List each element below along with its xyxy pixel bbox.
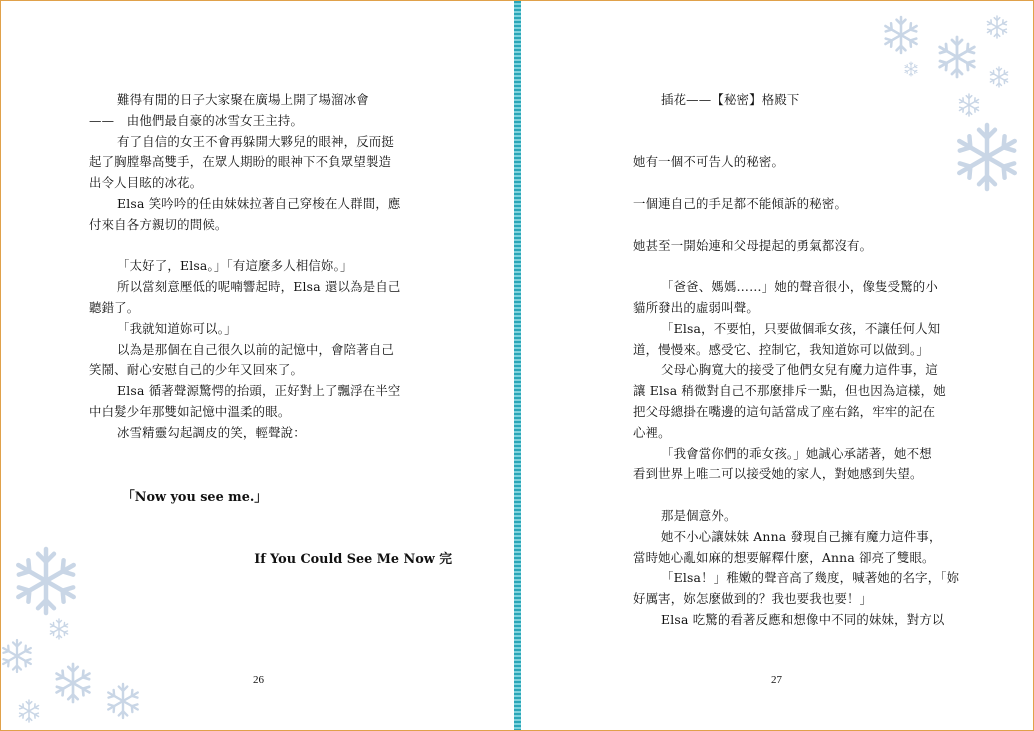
- text-line: 「Elsa，不要怕，只要做個乖女孩，不讓任何人知: [661, 320, 941, 336]
- text-line: 冰雪精靈勾起調皮的笑，輕聲說：: [117, 424, 306, 440]
- text-line: 出令人目眩的冰花。: [89, 175, 203, 191]
- right-page: [521, 1, 1033, 730]
- blank-line: [633, 485, 963, 506]
- left-page-body: [89, 90, 425, 444]
- text-line: —— 由他們最自豪的冰雪女王主持。: [89, 112, 304, 128]
- text-line: 笑鬧、耐心安慰自己的少年又回來了。: [89, 362, 304, 378]
- text-line: 「Elsa！」稚嫩的聲音高了幾度，喊著她的名字，「妳: [661, 570, 960, 586]
- text-line: 那是個意外。: [661, 507, 737, 523]
- page-number-left: 26: [253, 674, 264, 686]
- text-line: 當時她心亂如麻的想要解釋什麼，Anna 卻亮了雙眼。: [633, 549, 935, 565]
- blank-line: [89, 236, 425, 257]
- blank-line: [633, 256, 963, 277]
- text-line: 「我會當你們的乖女孩。」她誠心承諾著，她不想: [661, 445, 932, 461]
- text-line: 道，慢慢來。感受它、控制它，我知道妳可以做到。」: [633, 341, 929, 357]
- text-line: 有了自信的女王不會再躲開大夥兒的眼神，反而挺: [117, 133, 394, 149]
- text-line: Elsa 笑吟吟的任由妹妹拉著自己穿梭在人群間，應: [117, 195, 401, 211]
- text-line: 「爸爸、媽媽……」她的聲音很小，像隻受驚的小: [661, 279, 938, 295]
- blank-line: [633, 173, 963, 194]
- text-line: 一個連自己的手足都不能傾訴的秘密。: [633, 195, 848, 211]
- text-line: 貓所發出的虛弱叫聲。: [633, 299, 759, 315]
- chapter-title: 插花——【秘密】格殿下: [661, 92, 800, 107]
- text-line: 難得有閒的日子大家聚在廣場上開了場溜冰會: [117, 92, 369, 107]
- text-line: 中白髮少年那雙如記憶中溫柔的眼。: [89, 403, 291, 419]
- text-line: Elsa 循著聲源驚愕的抬頭，正好對上了飄浮在半空: [117, 383, 401, 399]
- text-line: Elsa 吃驚的看著反應和想像中不同的妹妹，對方以: [661, 611, 945, 627]
- right-page-body: [633, 90, 963, 631]
- blank-line: [633, 111, 963, 153]
- text-line: 把父母總掛在嘴邊的這句話當成了座右銘，牢牢的記在: [633, 403, 936, 419]
- text-line: 「我就知道妳可以。」: [117, 320, 237, 336]
- text-line: 心裡。: [633, 424, 671, 440]
- text-line: 以為是那個在自己很久以前的記憶中，會陪著自己: [117, 341, 394, 357]
- text-line: 她有一個不可告人的秘密。: [633, 154, 785, 170]
- page-number-right: 27: [771, 674, 782, 686]
- left-page: [1, 1, 514, 730]
- book-gutter: [514, 1, 521, 730]
- text-line: 她甚至一開始連和父母提起的勇氣都沒有。: [633, 237, 873, 253]
- closing-quote: 「Now you see me.」: [122, 490, 268, 505]
- text-line: 聽錯了。: [89, 299, 140, 315]
- text-line: 「太好了，Elsa。」「有這麼多人相信妳。」: [117, 258, 353, 274]
- snowflake-decoration-left: [1, 541, 151, 730]
- blank-line: [633, 215, 963, 236]
- text-line: 讓 Elsa 稍微對自己不那麼排斥一點，但也因為這樣，她: [633, 383, 946, 399]
- text-line: 付來自各方親切的問候。: [89, 216, 228, 232]
- text-line: 父母心胸寬大的接受了他們女兒有魔力這件事，這: [661, 362, 938, 378]
- text-line: 她不小心讓妹妹 Anna 發現自己擁有魔力這件事，: [661, 528, 942, 544]
- story-end-line: If You Could See Me Now 完: [254, 552, 452, 567]
- text-line: 看到世界上唯二可以接受她的家人，對她感到失望。: [633, 466, 923, 482]
- text-line: 好厲害，妳怎麼做到的？我也要我也要！」: [633, 591, 873, 607]
- text-line: 所以當刻意壓低的呢喃響起時，Elsa 還以為是自己: [117, 279, 401, 295]
- text-line: 起了胸膛舉高雙手，在眾人期盼的眼神下不負眾望製造: [89, 154, 392, 170]
